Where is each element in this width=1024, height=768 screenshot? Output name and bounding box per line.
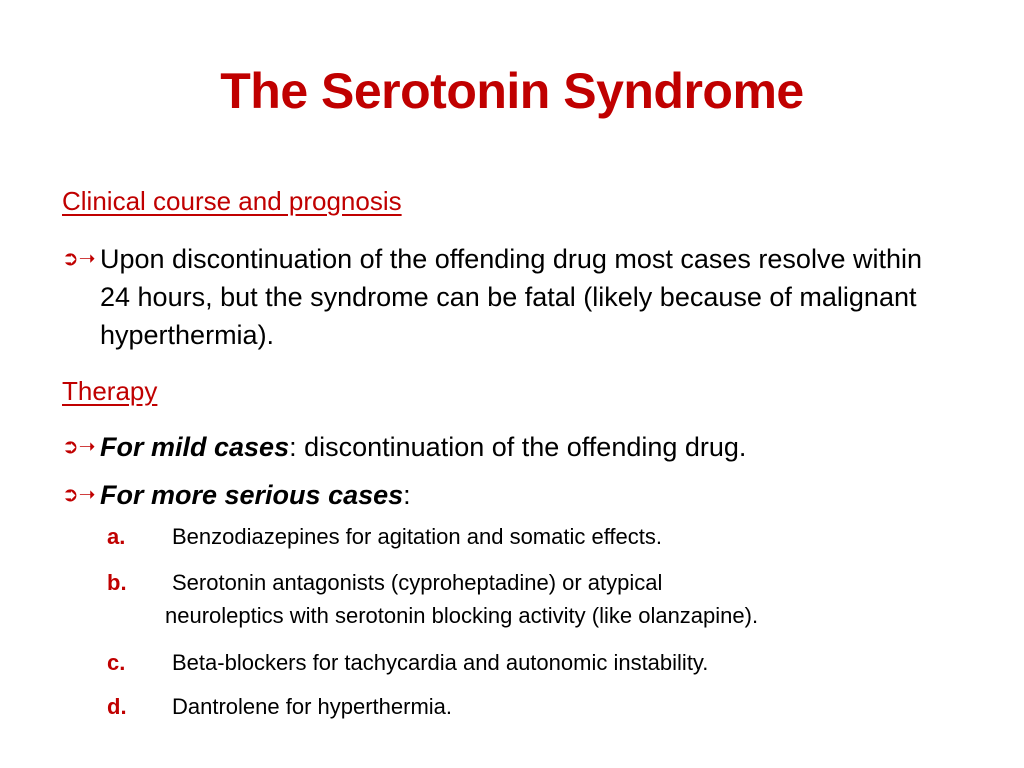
sub-item-text: Beta-blockers for tachycardia and autonomic instability.: [172, 650, 709, 675]
sub-item: [107, 566, 967, 632]
arrow-bullet-icon: ➲➝: [62, 436, 96, 458]
section-heading-therapy: Therapy: [62, 376, 158, 406]
sub-item-letter: c.: [107, 650, 126, 675]
sub-item-letter: d.: [107, 694, 127, 719]
sub-item-text: Benzodiazepines for agitation and somatic effects.: [172, 524, 663, 549]
bullet-text: [62, 428, 952, 466]
sub-item-text-continued: neuroleptics with serotonin blocking activity (like olanzapine).: [165, 603, 759, 628]
slide-title: The Serotonin Syndrome: [220, 63, 804, 119]
sub-item-letter: b.: [107, 570, 127, 595]
bullet-item: [62, 476, 952, 514]
sub-item-text: Dantrolene for hyperthermia.: [172, 694, 453, 719]
bullet-text: [62, 476, 952, 514]
sub-item: [107, 690, 967, 723]
arrow-bullet-icon: ➲➝: [62, 484, 96, 506]
sub-item-text: Serotonin antagonists (cyproheptadine) or atypical: [172, 570, 663, 595]
section-heading-clinical-course: Clinical course and prognosis: [62, 186, 402, 216]
bullet-text: Upon discontinuation of the offending drug most cases resolve within 24 hours, but the syndrome can be fatal (likely because of malignant hyperthermia).: [100, 244, 922, 350]
sub-item: [107, 520, 967, 553]
sub-item: [107, 646, 967, 679]
bullet-item: [62, 428, 952, 466]
bullet-emphasis: For more serious cases: [100, 480, 404, 510]
arrow-bullet-icon: ➲➝: [62, 248, 96, 270]
bullet-emphasis: For mild cases: [100, 432, 290, 462]
sub-item-letter: a.: [107, 524, 126, 549]
bullet-item: [62, 240, 952, 354]
bullet-rest: : discontinuation of the offending drug.: [289, 432, 747, 462]
bullet-rest: :: [403, 480, 411, 510]
